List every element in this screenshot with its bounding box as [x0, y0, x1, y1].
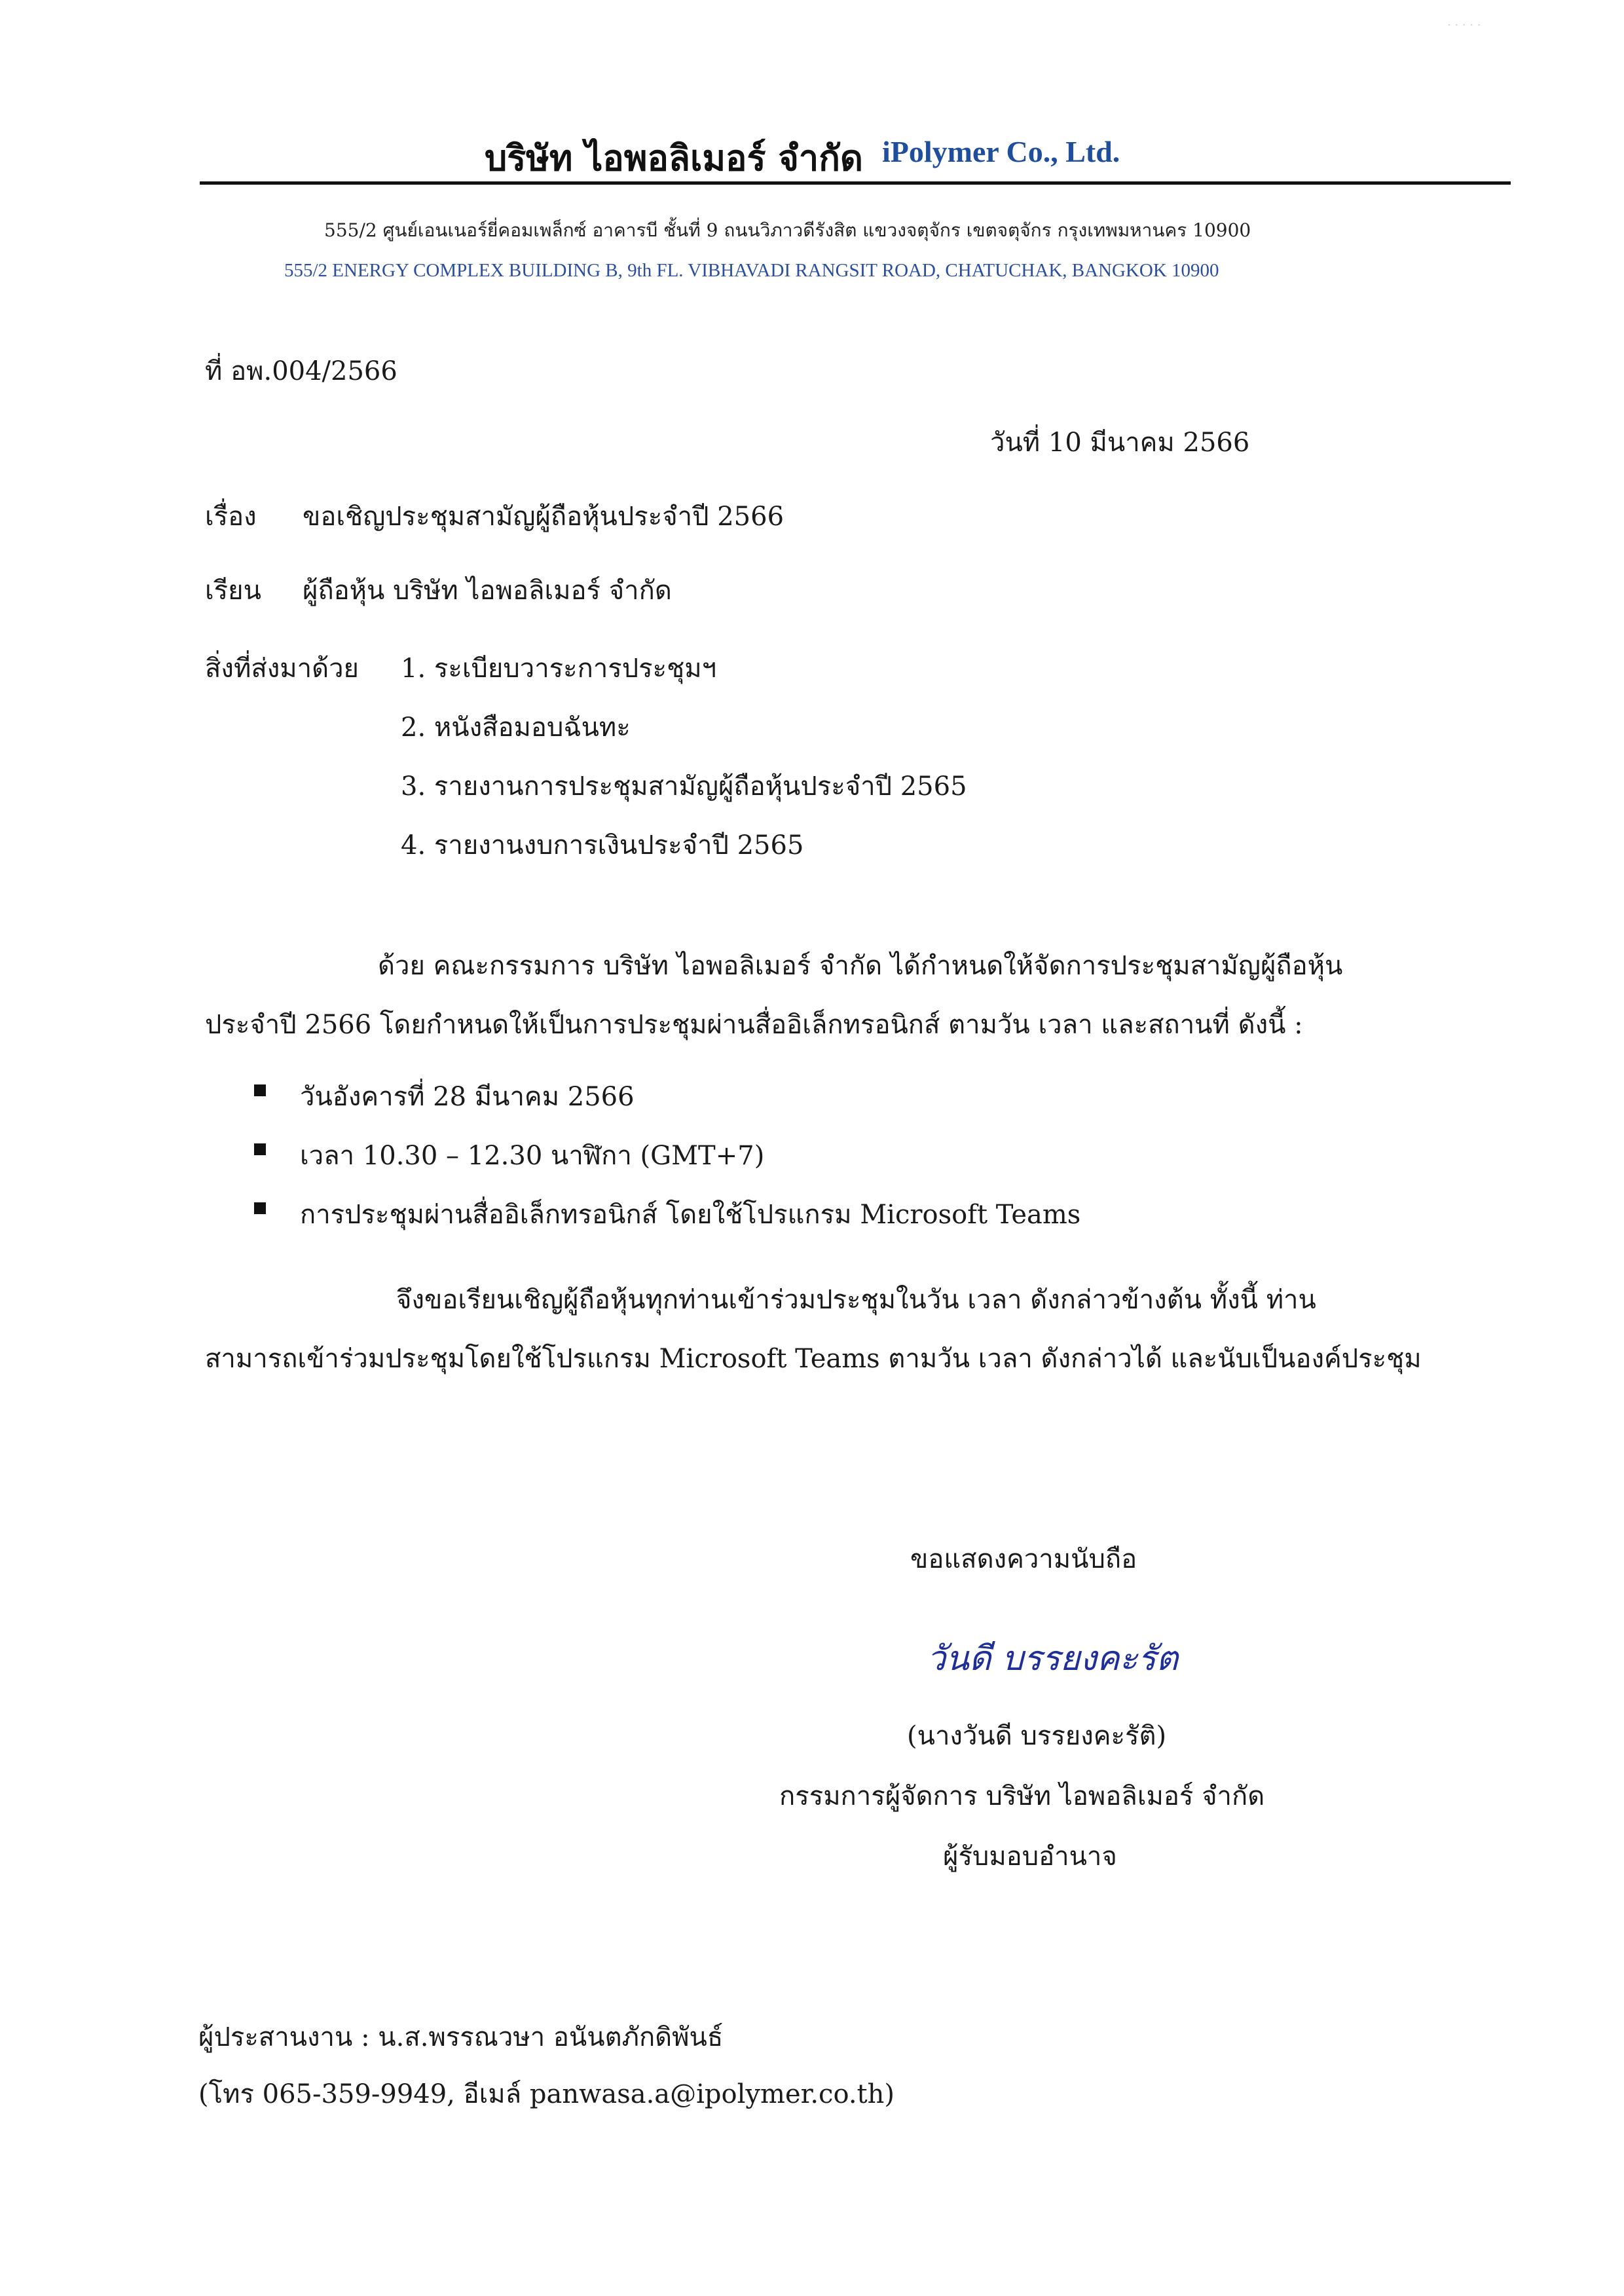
paragraph-1-line-1: ด้วย คณะกรรมการ บริษัท ไอพอลิเมอร์ จำกัด ได้กำหนดให้จัดการประชุมสามัญผู้ถือหุ้น	[378, 951, 1343, 981]
paragraph-2-line-1: จึงขอเรียนเชิญผู้ถือหุ้นทุกท่านเข้าร่วมประชุมในวัน เวลา ดังกล่าวข้างต้น ทั้งนี้ ท่าน	[396, 1285, 1316, 1315]
bullet-icon	[254, 1202, 266, 1214]
handwritten-signature: วันดี บรรยงคะรัต	[927, 1639, 1179, 1678]
meeting-date: วันอังคารที่ 28 มีนาคม 2566	[300, 1082, 635, 1112]
enclosure-item: 4. รายงานงบการเงินประจำปี 2565	[401, 830, 804, 861]
signer-title: กรรมการผู้จัดการ บริษัท ไอพอลิเมอร์ จำกัด	[779, 1781, 1265, 1811]
meeting-time: เวลา 10.30 – 12.30 นาฬิกา (GMT+7)	[300, 1141, 765, 1171]
reference-number: ที่ อพ.004/2566	[205, 356, 397, 386]
letter-date: วันที่ 10 มีนาคม 2566	[990, 428, 1250, 458]
enclosure-item: 3. รายงานการประชุมสามัญผู้ถือหุ้นประจำปี 2565	[401, 771, 967, 802]
signer-role: ผู้รับมอบอำนาจ	[943, 1842, 1117, 1872]
closing-text: ขอแสดงความนับถือ	[910, 1544, 1137, 1574]
paragraph-1-line-2: ประจำปี 2566 โดยกำหนดให้เป็นการประชุมผ่านสื่ออิเล็กทรอนิกส์ ตามวัน เวลา และสถานที่ ดังนี้ :	[205, 1010, 1303, 1040]
meeting-venue: การประชุมผ่านสื่ออิเล็กทรอนิกส์ โดยใช้โปรแกรม Microsoft Teams	[300, 1200, 1081, 1230]
enclosure-item: 1. ระเบียบวาระการประชุมฯ	[401, 654, 717, 684]
coordinator-contact: (โทร 065-359-9949, อีเมล์ panwasa.a@ipolymer.co.th)	[198, 2079, 895, 2109]
scan-mark: · · · · ·	[1447, 18, 1481, 32]
paragraph-2-line-2: สามารถเข้าร่วมประชุมโดยใช้โปรแกรม Microsoft Teams ตามวัน เวลา ดังกล่าวได้ และนับเป็นองค์ประชุม	[205, 1344, 1422, 1374]
header-divider	[200, 181, 1511, 185]
coordinator: ผู้ประสานงาน : น.ส.พรรณวษา อนันตภักดิพันธ์	[198, 2022, 724, 2052]
address-thai: 555/2 ศูนย์เอนเนอร์ยี่คอมเพล็กซ์ อาคารบี ชั้นที่ 9 ถนนวิภาวดีรังสิต แขวงจตุจักร เขตจตุจักร กรุงเทพมหานคร 10900	[324, 219, 1251, 241]
enclosure-item: 2. หนังสือมอบฉันทะ	[401, 713, 631, 743]
bullet-icon	[254, 1084, 266, 1096]
recipient-label: เรียน	[205, 576, 261, 606]
enclosures-label: สิ่งที่ส่งมาด้วย	[205, 654, 359, 684]
signer-name: (นางวันดี บรรยงคะรัติ)	[907, 1721, 1167, 1751]
bullet-icon	[254, 1143, 266, 1155]
address-english: 555/2 ENERGY COMPLEX BUILDING B, 9th FL. VIBHAVADI RANGSIT ROAD, CHATUCHAK, BANGKOK 10900	[284, 260, 1219, 281]
subject-label: เรื่อง	[205, 502, 257, 532]
recipient-text: ผู้ถือหุ้น บริษัท ไอพอลิเมอร์ จำกัด	[303, 576, 672, 606]
company-name-english: iPolymer Co., Ltd.	[882, 135, 1120, 168]
company-name-thai: บริษัท ไอพอลิเมอร์ จำกัด	[485, 137, 863, 179]
subject-text: ขอเชิญประชุมสามัญผู้ถือหุ้นประจำปี 2566	[303, 502, 784, 532]
